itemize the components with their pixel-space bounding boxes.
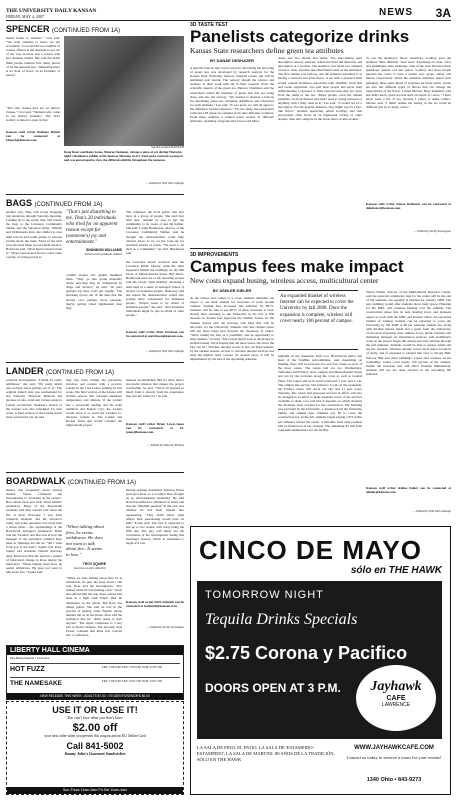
hawk-logo-name: Jayhawk bbox=[370, 679, 422, 694]
bags-text-1: another way. They will accept shopping bag donations through Saturday morning. Leading up to the event, they will donate the bags to the Lawrence Community Shelter and the Salvation Army. William and Wollenstein have also shifted to area high schools and youth groups to educate youths about the issue. Most of the kids were shocked when we told them about it, Hollowan said. "Most had not heard about it." Strope said several factors could cause a group of young people to bbox=[6, 210, 62, 260]
section-name: NEWS bbox=[379, 7, 413, 18]
bags-text-4: the Lawrence attack occurred near the Lawrence Public Library, while the other happened behind the buildings on the 900 block of Massachusetts Street. Bill Muck, Henderson said one of the attacking groups said the words "bum bashing" attacking a term used in a sense of teenaged videos of attacks on homeless people. Holloway said she hoped the demonstration would also prompt more compassion for homeless people. "People seem to be afraid of homeless people," she said. "And homeless individuals might be just as afraid of other people." bbox=[126, 260, 184, 318]
film-1-title: HOT FUZZ bbox=[10, 666, 45, 673]
spencer-story bbox=[6, 24, 184, 192]
page-header bbox=[6, 6, 451, 21]
spencer-caption: Doug Kiser and Raley Jones, Monroe freshmen, vintage a piece of art during Thursday night's Reminisce exhibit at the Spencer Museum of Art. Each guest received a passport and was encouraged to view the different exhibits throughout the museum. bbox=[64, 151, 184, 162]
campus-edited-by: — Edited by Will McCullough bbox=[412, 509, 451, 513]
lander-text-3: mission accomplished. But it's more than a successful mission that makes the project worthwhile, he said. "We've all learned so much from it already from the experience that was the whole lot." he said. bbox=[126, 378, 184, 399]
hawk-ad-doors: DOORS OPEN AT 3 P.M. bbox=[205, 681, 341, 695]
spencer-text-1: mixed frame to students," Coal said. "We want students to know we are accessible." Coal said the low number of classes offered in the museum is not out of the way location was a reason why few students visited. She said the didn't think people realized how many pieces of art the museum has. "Intimating there is no 'hour of flows' on its facilities' of pieces." bbox=[6, 36, 60, 77]
coupon-offer-details: your next order when you present this coupon and an KU Online Card bbox=[44, 734, 146, 738]
hawk-ad-footer: LA SALA DE PINO, EL PATIO, LA SALA DE 'ESTAMPIDO-ESTAMPIDO', LA SALA DE MARTINI. 88 AÑOS DE LA TRADICIÓN, SÓLO EN THE HAWK bbox=[197, 745, 335, 762]
hawk-ad-panel bbox=[197, 581, 442, 739]
lander-contact: Kansan staff writer Brian Lewis-Jones can be contacted at bl-jones@kansan.com. bbox=[126, 422, 184, 435]
coupon-headline: USE IT OR LOSE IT! bbox=[52, 705, 138, 715]
boardwalk-headline: BOARDWALK (CONTINUED FROM 1A) bbox=[6, 476, 137, 486]
bags-quote-title: Social work graduate student bbox=[84, 252, 122, 256]
tea-column-3: To test the audience's flavor sensitivity, Godfrey gave the audience three different "taste tests" depending on taste, color and gumminess taste challenge. One of the tests involved three gumdrops: purple, red and yellow. Godfrey and most people guessed the colors to taste a certain way: grape, cherry and lemon, respectively. When the audience members tasted each gumdrop, these same kinds of surprises set those tastes. Green tea also has different types of flavors that can change the expectations of the flavor. Lauren McGee, Hays freshman, said she didn't know green tea had such an extent of colors. "I have never been a fan of tea, because I prefer to drink coffee," McGee said. "I didn't realize the tasting of the tea could be different just by so many colors." bbox=[366, 56, 451, 110]
campus-headline: Campus fees make impact bbox=[190, 257, 404, 276]
coupon-offer: $2.00 off bbox=[72, 722, 118, 734]
tea-contact: Kansan staff writer Danae DeShazer can be contacted at ddeshazer@kansan.com. bbox=[366, 202, 451, 211]
spencer-headline: SPENCER (CONTINUED FROM 1A) bbox=[6, 24, 121, 34]
hawk-ad-contact: Contact us today to reserve a room for your events! bbox=[346, 755, 442, 760]
campus-subhead: New costs expand busing, wireless access, multicultural center bbox=[190, 276, 379, 285]
hawk-logo-cafe: CAFE bbox=[386, 695, 406, 702]
coupon-brand: Jimmy John's Gourmet Sandwiches bbox=[64, 751, 126, 756]
bags-text-3: The ordinance the local police will also have in a group of people. She said they have that. 'dammit be sure to get' the community to be aware of and dig further. She said: Loring Henderson, director of the Lawrence Community Shelter, said he thought the demonstration could help citizens know to be on the look-out for potential attacks of youth. "We need to be alert as a community," he said. Henderson said bbox=[126, 210, 184, 255]
bags-text-2: commit violent acts against members there. "They go into group mentality mode, and they may be "influenced by drugs and alcohol," he said. "Or peer perhaps say they won't get caught." The shocking grows out of the idea that the attacks over perhaps more pleasant, they're getting rolled lightheaded than they. bbox=[66, 273, 122, 310]
campus-column-3: Santos Nistan, director of the Multicultural Resource Center, said the expected completion date for the center will be the end of fall semester. An opening is planned for January 2008. The new building would offer students more study space. Planning for the MRC will continue funding over the summer. The construction phase hits its next funding level, and planners expect to work with the MRC and Kansas Union. An expanded blanket of wireless internet can be expected to cover the University by fall 2008. A $6 per semester student fee, along with Student Senate funds and a grant from the University, covers most expansion costs. Allison Lowe, public relations and marketing manager for information services, said preliminary work on the project began this spring and will continue through the fall semester. Students would be able to phone, email and use the wireless. Wireless already covers most major locations of study, and is expected to expand this year to Strong Hall, Wescoe Hall and other buildings. Lopez said wireless access availability would cover nearly 100 percent of the campus. Unlike the increases that will affect students immediately, students will see the other services in the upcoming fall semester. bbox=[366, 290, 451, 376]
lander-text-1: software development. "I think it's really ambitious," she said. "I'm pretty much just worried about getting out of it." The original launch date was rescheduled for last Saturday. However, Bjarnali and because of rain, wind and various snags in Lander production; Saturday's launch of the Lander was also scheduled for next week. A final version of the Lander hasn't been constructed yet, he said. bbox=[6, 378, 62, 419]
hawk-ad-website[interactable]: WWW.JAYHAWKCAFE.COM bbox=[354, 745, 434, 751]
campus-fees-story bbox=[190, 252, 451, 522]
boardwalk-edited-by: — Edited by Kelly Lovingson bbox=[146, 625, 184, 629]
boardwalk-quote-title: Lawrence police detective bbox=[73, 566, 106, 570]
tea-column-1: A specific lexicon that can be used for describing the flavoring of green teas was developed by research analysts for the Kansas State University Sensory Analysis Center and will be published next month. The sensory should the science and analysis of their work with the K-State research about the scientific aspects of the green tea. Delores Chambers said the researchers tested the intensity of green teas that are being done, and also the sensory. "We wanted to develop a lexicon for describing green tea, including definitions and references for each attribute," Lee said. "It was great, we will all agree to the definition and the reference." For the study, the researchers collected 138 green tea samples from nine different countries. From these samples, a trained panel created 31 different attributes, including categories like brown and bitter. bbox=[190, 66, 274, 124]
liberty-hall-ad bbox=[6, 645, 184, 700]
tea-headline: Panelists categorize drinks bbox=[190, 27, 410, 46]
bags-story bbox=[6, 198, 184, 358]
coupon-subhead: You can't lose what you don't have bbox=[67, 715, 123, 720]
tea-column-2: tastes and two mouth feel terms. The taste-testing used descriptive sensory analysis, which involved the detection and description of a product. The audience was given two samples of teas to taste, and then described them based on the attributes. The first sample was soft-toe, and the audience described it as having a seaweed and grass flavor. A tea with a seaweed label would contain aromatics associated with shellfish, fresh fish and ocean vegetation. Lee said most people had never tried differentiating a seaweed or fishy taste because they are away from the smell of the sea. "Many people, even the trained panelists, are from Kansas and aren't used to eating seaweed or anything with a fishy taste in it," Lee said. "It would not be a descriptive. For the general audience, they might say it's a hay-like flavor." Another researcher, Alicia Godfrey, said that perceptions often focus on an unpleasant variety of other aromas, their new analysis on the fewer more-or-less aromas. bbox=[278, 56, 362, 122]
spencer-photo-credit: Sarah Leonard/KANSAN bbox=[151, 145, 184, 149]
spencer-photo bbox=[64, 36, 184, 146]
boardwalk-quote-name: TROY SQUIRE bbox=[82, 562, 106, 566]
bags-quote-text: "That's just disturbing to me. That's 20 individuals who tried for no apparent reason except for (someone's) joy and entertainment." bbox=[66, 210, 118, 245]
boardwalk-text-1: silence that frequently faced several tenants. Squire compared the investigation to "tweezing on the circles." How much back and forth about tenants' residences. Many of the Boardwalk residents said they weren't told about the fire at most 'Start-ups' I was from complete disrepair and the elevator's sanity and some questions was more than a dozen times - the overhaulings of the Boardwalk manager's residences. Brian told the 'Leveled' and that was in how the manager of the apartment complex have been so 'Manager are tell us.' "All I want from you is the truth," Squire told Rose. Squire told Assistant District Attorney Amy McGowan that she noticed a pattern of behavioral change in Rose during the interviews. "When talking about fires, he seems withdrawn. He does not want to talk about fire," Squire said. bbox=[6, 488, 62, 574]
coupon-ad bbox=[6, 701, 184, 795]
issue-date: FRIDAY, MAY 4, 2007 bbox=[6, 14, 44, 19]
spencer-edited-by: — Edited by Will McCullough bbox=[145, 181, 184, 185]
hawk-ad-corona: $2.75 Corona y Pacifico bbox=[205, 643, 408, 663]
hawk-ad-subtitle: sólo en THE HAWK bbox=[350, 565, 442, 576]
boardwalk-text-2b: "When we start talking about fires he is withdrawn, he puts his head down," she told. Rose told the investigators: "Not trained while he was making a fire." Kraft and offered him his side. Rose said he had been in a fight with 'Steph' after he demanded on the phone. But Rose has talked police. She said he was in the process of pasting some 'Naples' phone number but as on his phone. Rose told the invitation that he "didn't mean to hurt anyone." The taped confession is a key part in Rose's defense. The attorney, Ron Evans, contends that Rose was coerced into a confession bbox=[66, 576, 122, 638]
lander-text-2: may has been testing the parachute, structure and rockets with a practice Lander in the Lied Center parking lot this week. The final version of the Lander will include sensors that calculate elements: temperature and altitude. If the Lander has a successful landing and the team members and Kansas City, the Lander would allow it to reach the Lander's to-the-hour rockets at. The Lander and Rocket Team and would consider the night-month project bbox=[66, 378, 122, 428]
tea-byline: BY DANAE DESHAZER bbox=[210, 58, 254, 63]
campus-byline: BY ASHLEE KIELER bbox=[212, 288, 252, 293]
boardwalk-text-3: During opening statements Tuesday, Evans portrayed Rose as a troubled man brought up in environmental instability. He said Rose had suffered a childhood of abuse and that the "$64,000 question" in the case was whether he had been trained into questioning. "They didn't know what effects their questioning would have on him," Evans said. The trial is expected to last up to two weeks, with today being the fifth day. The jury will likely see the conclusion of the investigation during this morning's session, which is scheduled to begin at 9 a.m. bbox=[126, 488, 184, 546]
boardwalk-story bbox=[6, 476, 184, 642]
bags-edited-by: — Edited by Will McCullough bbox=[145, 349, 184, 353]
hawk-ad-night: TOMORROW NIGHT bbox=[205, 589, 324, 601]
hawk-ad-address: 1340 Ohio • 843-9273 bbox=[366, 777, 422, 783]
coupon-hours: Sun-Thurs 11am-3am Fri-Sat 11am-4am bbox=[7, 787, 183, 794]
film-2-times: FRI: 7:00 9:30 SAT: 2:00 7:00 SUN: 2:00 7:00 bbox=[102, 679, 162, 683]
film-1-times: FRI: 7:00 9:40 SAT: 7:00 9:40 SUN: 4:30 7:00 bbox=[102, 665, 162, 669]
film-1 bbox=[10, 663, 180, 677]
liberty-hall-name: LIBERTY HALL CINEMA bbox=[7, 646, 183, 655]
hawk-logo bbox=[356, 665, 436, 731]
campus-pull-quote: An expanded blanket of wireless Internet can be expected to cover the University by fall 2008. Once the expansion is complete, wireless will cover nearly 100 percent of campus. bbox=[278, 290, 358, 350]
spencer-text-2: "The only classes here are art history classes," Coal said. "Students who come in are history students." The 2621 Gallery is slated to open in July. bbox=[6, 106, 60, 123]
hawk-ad-tequila: Tequila Drinks Specials bbox=[205, 611, 358, 628]
liberty-hall-address: 644 Massachusetts • Lawrence bbox=[10, 656, 50, 660]
bags-headline: BAGS (CONTINUED FROM 1A) bbox=[6, 198, 103, 208]
film-2-title: THE NAMESAKE bbox=[10, 680, 63, 687]
page-number: 3A bbox=[435, 6, 451, 20]
campus-column-1: At the school year comes to a close, students returning can expect to see their student fee increases at work around campus. Student fees increased this semester by $8.75. Students will be able to see $8.75 of those increases at work shortly after returning to the University in the fall. A $30 increase in student fees approved the Student Senate for the Student Senate said the increase will fund $19 will be allocated, for the University. Students who use campus buses will see more buses that increase the frequency of routes. "We're raising the fees as a possibility and an opportunity to help students," he said. "The reason they'll look at the money in student busing. We're hoping that the more buses, the lower the fare can be." Wireless internet access is also an improvement, by the student senator. Access to wireless internet services has been the highest rated concern for several years. It will be implemented by the end of the upcoming semester. bbox=[190, 296, 274, 362]
lander-story bbox=[6, 366, 184, 470]
lander-headline: LANDER (CONTINUED FROM 1A) bbox=[6, 366, 115, 376]
tea-story bbox=[190, 22, 451, 244]
boardwalk-pull-quote bbox=[66, 524, 106, 572]
campus-column-2: nightlife on the weekends. Tom Cox, Haverstrom junior and head of the SafeBus subcommittee, said, depending on funding, there will be between two and four buses on each of the three routes. The routes laid out two Wednesdays, Thursdays and Fridays, leave campus and Massachusetts Street and run by the locations along the route as well as Central Plaza. The routes will be in service between 5 p.m. and 3 a.m. The campus bus service will extend to 3 a.m. on the weekends. On Fridays, buses will circle the city and 11 p.m. every Saturday. The routes and proposed services in effect will also be changed in an effort to make students aware of the services available to them. Cox said that it depends on which students the decisions were reached for the construction. The building was provided by the University, a donation from the Sabbatino family, and student fees. Students pay $2 to cover the construction fee. In the fall, students began paying a $75 dollar per semester toward the center. A full-time front desk position will be funded out of the revenue. The remaining $3 will fund long-term maintenance for the facility. bbox=[278, 354, 362, 432]
hawk-ad bbox=[190, 526, 451, 795]
hawk-logo-city: LAWRENCE bbox=[381, 702, 411, 708]
campus-contact: Kansan staff writer Ashlee Kieler can be contacted at akieler@kansan.com. bbox=[366, 486, 451, 495]
tea-subhead: Kansas State researchers define green tea attributes bbox=[190, 46, 344, 55]
bags-pull-quote bbox=[66, 210, 122, 270]
lander-edited-by: — Edited by Dawson McKay bbox=[146, 443, 184, 447]
spencer-contact: Kansan staff writer Bethany Bunch can be contacted at bbunch@kansan.com. bbox=[6, 130, 60, 143]
boardwalk-quote-text: "When talking about fires, he seems withdrawn. He does not want to talk about fire...It seems to lose." bbox=[66, 524, 104, 557]
hawk-ad-title: CINCO DE MAYO bbox=[199, 535, 422, 565]
campus-kicker: 3D IMPROVEMENTS bbox=[190, 252, 239, 258]
film-2 bbox=[10, 677, 180, 691]
paper-name: THE UNIVERSITY DAILY KANSAN bbox=[6, 8, 97, 14]
bags-quote-name: SHANNON WILLIAMS bbox=[86, 248, 122, 252]
boardwalk-contact: Kansan staff writer Kirk Schmidt can be contacted at kschmidt@kansan.com. bbox=[126, 600, 184, 609]
liberty-hall-footer: NEW RELEASE THIS WEEK • ADULTS $7.00 • STUDENTS/SENIORS $6.00 bbox=[7, 693, 183, 699]
coupon-phone: Call 841-5002 bbox=[66, 741, 124, 751]
bags-contact: Kansan staff writer Matt Erickson can be contacted at merickson@kansan.com. bbox=[126, 330, 184, 339]
tea-edited-by: — Edited by Kelly Lovingson bbox=[413, 229, 451, 233]
tea-kicker: 3D TASTE TEST bbox=[190, 22, 228, 28]
